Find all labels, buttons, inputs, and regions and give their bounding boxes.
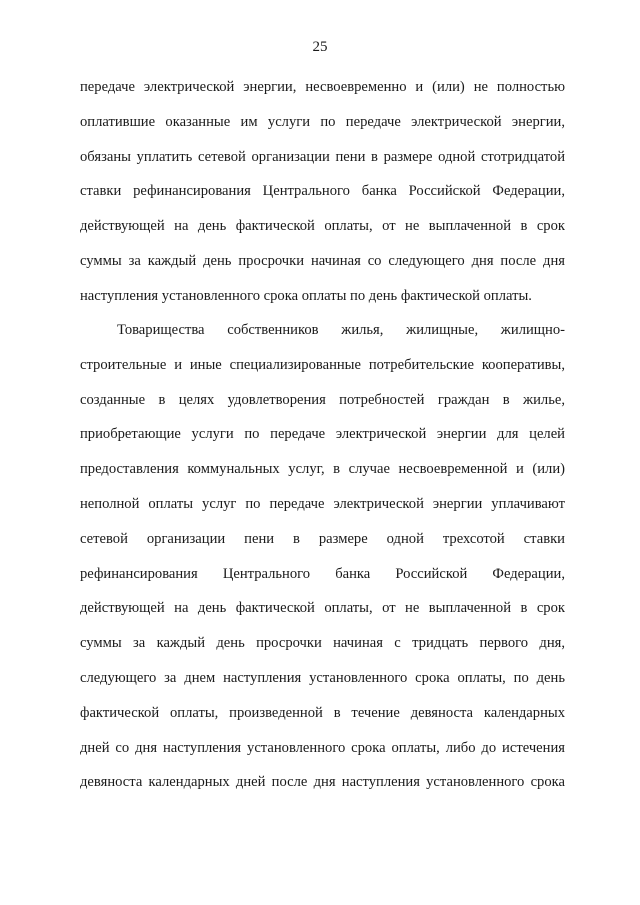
text-line: действующей на день фактической оплаты, от не выплаченной в срок xyxy=(80,600,565,617)
text-line: фактической оплаты, произведенной в течение девяноста календарных xyxy=(80,704,565,721)
text-line: обязаны уплатить сетевой организации пени в размере одной стотридцатой xyxy=(80,148,565,165)
text-line: наступления установленного срока оплаты по день фактической оплаты. xyxy=(80,287,532,304)
text-line: передаче электрической энергии, несвоевременно и (или) не полностью xyxy=(80,79,565,95)
text-line: дней со дня наступления установленного срока оплаты, либо до истечения xyxy=(80,739,565,756)
text-line: приобретающие услуги по передаче электрической энергии для целей xyxy=(80,426,565,443)
text-line: созданные в целях удовлетворения потребностей граждан в жилье, xyxy=(80,391,565,408)
text-line: суммы за каждый день просрочки начиная с тридцать первого дня, xyxy=(80,635,565,652)
text-line: предоставления коммунальных услуг, в случае несвоевременной и (или) xyxy=(80,461,565,478)
text-line: следующего за днем наступления установленного срока оплаты, по день xyxy=(80,669,565,686)
paragraph-1 xyxy=(80,78,565,322)
text-line: девяноста календарных дней после дня наступления установленного срока xyxy=(80,774,565,791)
text-line: неполной оплаты услуг по передаче электрической энергии уплачивают xyxy=(80,495,565,512)
text-line: рефинансирования Центрального банка Российской Федерации, xyxy=(80,565,565,582)
text-line: оплатившие оказанные им услуги по передаче электрической энергии, xyxy=(80,113,565,130)
text-line: Товарищества собственников жилья, жилищные, жилищно- xyxy=(117,322,565,338)
text-line: строительные и иные специализированные потребительские кооперативы, xyxy=(80,356,565,373)
text-line: сетевой организации пени в размере одной трехсотой ставки xyxy=(80,530,565,547)
text-line: действующей на день фактической оплаты, от не выплаченной в срок xyxy=(80,218,565,235)
paragraph-2 xyxy=(80,321,565,808)
text-line: ставки рефинансирования Центрального банка Российской Федерации, xyxy=(80,183,565,200)
page-number: 25 xyxy=(312,39,328,55)
text-line: суммы за каждый день просрочки начиная со следующего дня после дня xyxy=(80,252,565,269)
